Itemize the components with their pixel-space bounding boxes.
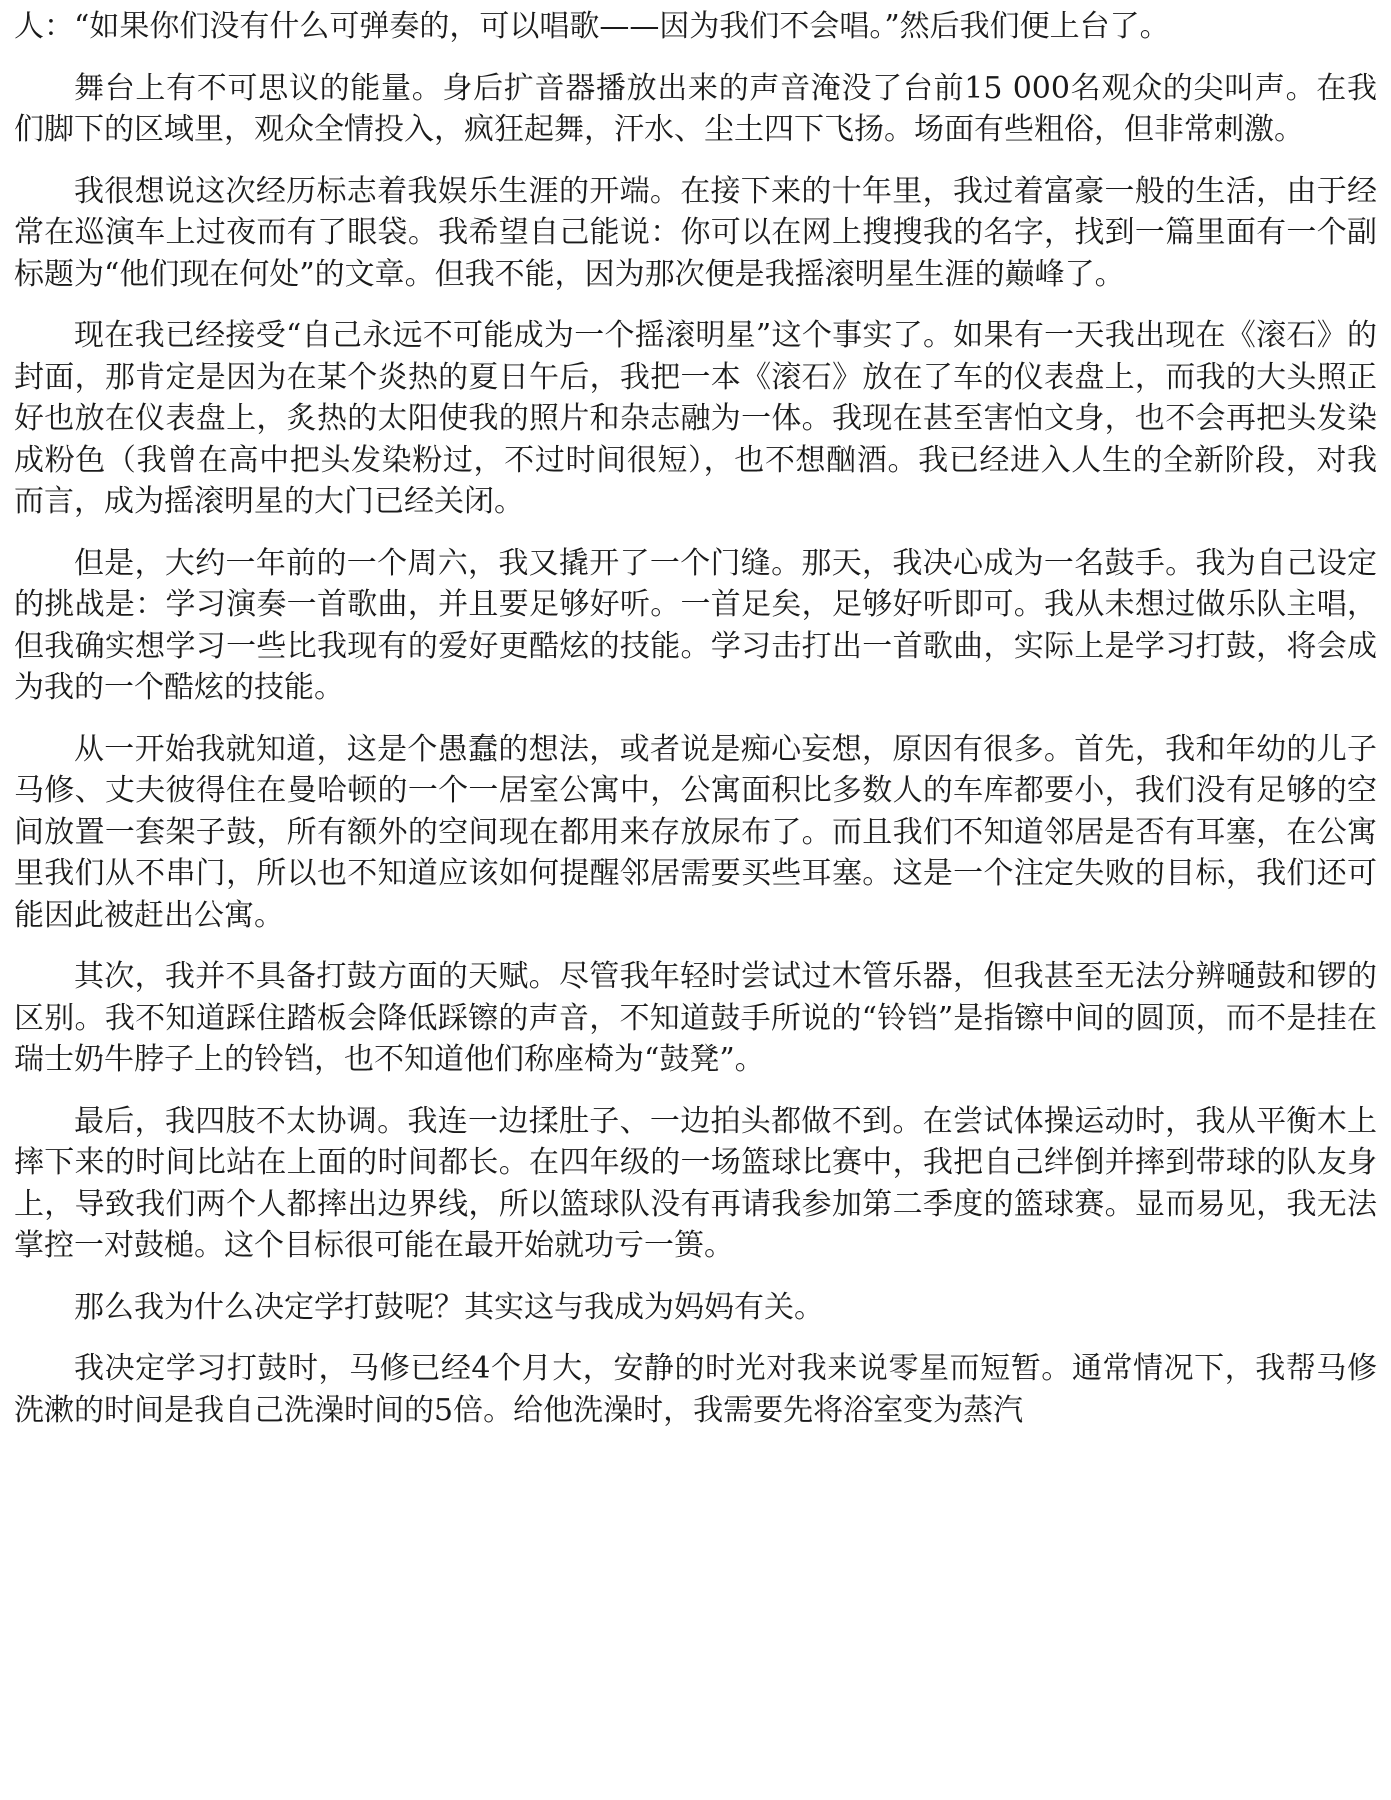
paragraph: 那么我为什么决定学打鼓呢？其实这与我成为妈妈有关。 <box>74 1289 824 1325</box>
paragraph: 现在我已经接受“自己永远不可能成为一个摇滚明星”这个事实了。如果有一天我出现在《滚石》的封面，那肯定是因为在某个炎热的夏日午后，我把一本《滚石》放在了车的仪表盘上，而我的大头照正好也放在仪表盘上，炙热的太阳使我的照片和杂志融为一体。我现在甚至害怕文身，也不会再把头发染成粉色（我曾在高中把头发染粉过，不过时间很短），也不想酗酒。我已经进入人生的全新阶段，对我而言，成为摇滚明星的大门已经关闭。 <box>14 318 1377 519</box>
paragraph: 最后，我四肢不太协调。我连一边揉肚子、一边拍头都做不到。在尝试体操运动时，我从平衡木上摔下来的时间比站在上面的时间都长。在四年级的一场篮球比赛中，我把自己绊倒并摔到带球的队友身上，导致我们两个人都摔出边界线，所以篮球队没有再请我参加第二季度的篮球赛。显而易见，我无法掌控一对鼓槌。这个目标很可能在最开始就功亏一篑。 <box>14 1103 1377 1263</box>
paragraph: 从一开始我就知道，这是个愚蠢的想法，或者说是痴心妄想，原因有很多。首先，我和年幼的儿子马修、丈夫彼得住在曼哈顿的一个一居室公寓中，公寓面积比多数人的车库都要小，我们没有足够的空间放置一套架子鼓，所有额外的空间现在都用来存放尿布了。而且我们不知道邻居是否有耳塞，在公寓里我们从不串门，所以也不知道应该如何提醒邻居需要买些耳塞。这是一个注定失败的目标，我们还可能因此被赶出公寓。 <box>14 731 1377 933</box>
paragraph: 我决定学习打鼓时，马修已经4个月大，安静的时光对我来说零星而短暂。通常情况下，我帮马修洗漱的时间是我自己洗澡时间的5倍。给他洗澡时，我需要先将浴室变为蒸汽 <box>14 1351 1377 1428</box>
paragraph: 其次，我并不具备打鼓方面的天赋。尽管我年轻时尝试过木管乐器，但我甚至无法分辨嗵鼓和锣的区别。我不知道踩住踏板会降低踩镲的声音，不知道鼓手所说的“铃铛”是指镲中间的圆顶，而不是挂在瑞士奶牛脖子上的铃铛，也不知道他们称座椅为“鼓凳”。 <box>14 959 1377 1077</box>
paragraph: 但是，大约一年前的一个周六，我又撬开了一个门缝。那天，我决心成为一名鼓手。我为自己设定的挑战是：学习演奏一首歌曲，并且要足够好听。一首足矣，足够好听即可。我从未想过做乐队主唱，但我确实想学习一些比我现有的爱好更酷炫的技能。学习击打出一首歌曲，实际上是学习打鼓，将会成为我的一个酷炫的技能。 <box>14 545 1377 705</box>
paragraph: 我很想说这次经历标志着我娱乐生涯的开端。在接下来的十年里，我过着富豪一般的生活，由于经常在巡演车上过夜而有了眼袋。我希望自己能说：你可以在网上搜搜我的名字，找到一篇里面有一个副标题为“他们现在何处”的文章。但我不能，因为那次便是我摇滚明星生涯的巅峰了。 <box>14 173 1377 292</box>
paragraph: 舞台上有不可思议的能量。身后扩音器播放出来的声音淹没了台前15 000名观众的尖叫声。在我们脚下的区域里，观众全情投入，疯狂起舞，汗水、尘土四下飞扬。场面有些粗俗，但非常刺激。 <box>14 70 1377 147</box>
paragraph: 人：“如果你们没有什么可弹奏的，可以唱歌——因为我们不会唱。”然后我们便上台了。 <box>14 9 1170 44</box>
